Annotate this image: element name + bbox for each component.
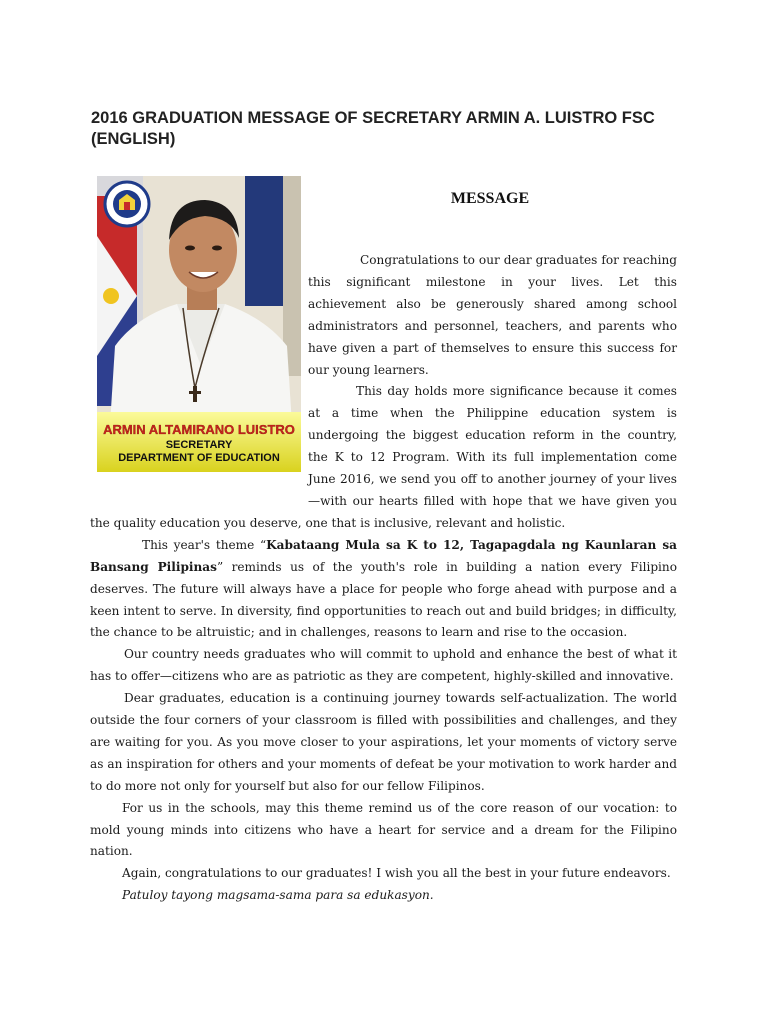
paragraph-4: Dear graduates, education is a continuing journey towards self-actualization. The world outside the four corners of your classroom is filled with possibilities and challenges, and they are waiting for you. As you move closer to your aspirations, let your moments of victory serve as an inspiration for others and your moments of defeat be your motivation to work harder and to do more not only for yourself but also for our fellow Filipinos.	[90, 691, 677, 793]
photo-department: DEPARTMENT OF EDUCATION	[118, 452, 280, 464]
deped-seal-icon	[105, 182, 149, 226]
document-title: 2016 GRADUATION MESSAGE OF SECRETARY ARMIN A. LUISTRO FSC (ENGLISH)	[91, 109, 655, 148]
paragraph-1: Congratulations to our dear graduates for reaching this significant milestone in your lives. Let this achievement also be generously shared among school administrators and personnel, teachers, and parents who have given a part of themselves to ensure this success for our young learners.	[308, 253, 677, 377]
theme-rest: ” reminds us of the youth's role in building a nation every Filipino deserves. The future will always have a place for people who forge ahead with purpose and a keen intent to serve. In diversity, find opportunities to reach out and build bridges; in difficulty, the chance to be altruistic; and in challenges, reasons to learn and rise to the occasion.	[90, 559, 677, 640]
paragraph-theme	[90, 535, 677, 645]
closing-line: Patuloy tayong magsama-sama para sa edukasyon.	[122, 888, 434, 903]
paragraph-5: For us in the schools, may this theme remind us of the core reason of our vocation: to mold young minds into citizens who have a heart for service and a dream for the Filipino nation.	[90, 800, 677, 859]
message-body	[90, 250, 677, 907]
photo-wrap-spacer	[90, 250, 308, 502]
theme-title: Kabataang Mula sa K to 12, Tagapagdala ng Kaunlaran sa Bansang Pilipinas	[90, 537, 677, 574]
photo-position: SECRETARY	[165, 439, 233, 451]
message-heading: MESSAGE	[450, 190, 530, 207]
photo-name: ARMIN ALTAMIRANO LUISTRO	[103, 422, 295, 437]
paragraph-3: Our country needs graduates who will commit to uphold and enhance the best of what it has to offer—citizens who are as patriotic as they are competent, highly-skilled and innovative.	[90, 647, 677, 684]
theme-lead: This year's theme “	[142, 537, 267, 552]
paragraph-6: Again, congratulations to our graduates! I wish you all the best in your future endeavors.	[122, 866, 671, 881]
paragraph-2: This day holds more significance because it comes at a time when the Philippine education system is undergoing the biggest education reform in the country, the K to 12 Program. With its full implementation come June 2016, we send you off to another journey of your lives—with our hearts filled with hope that we have given you the quality education you deserve, one that is inclusive, relevant and holistic.	[90, 384, 677, 530]
